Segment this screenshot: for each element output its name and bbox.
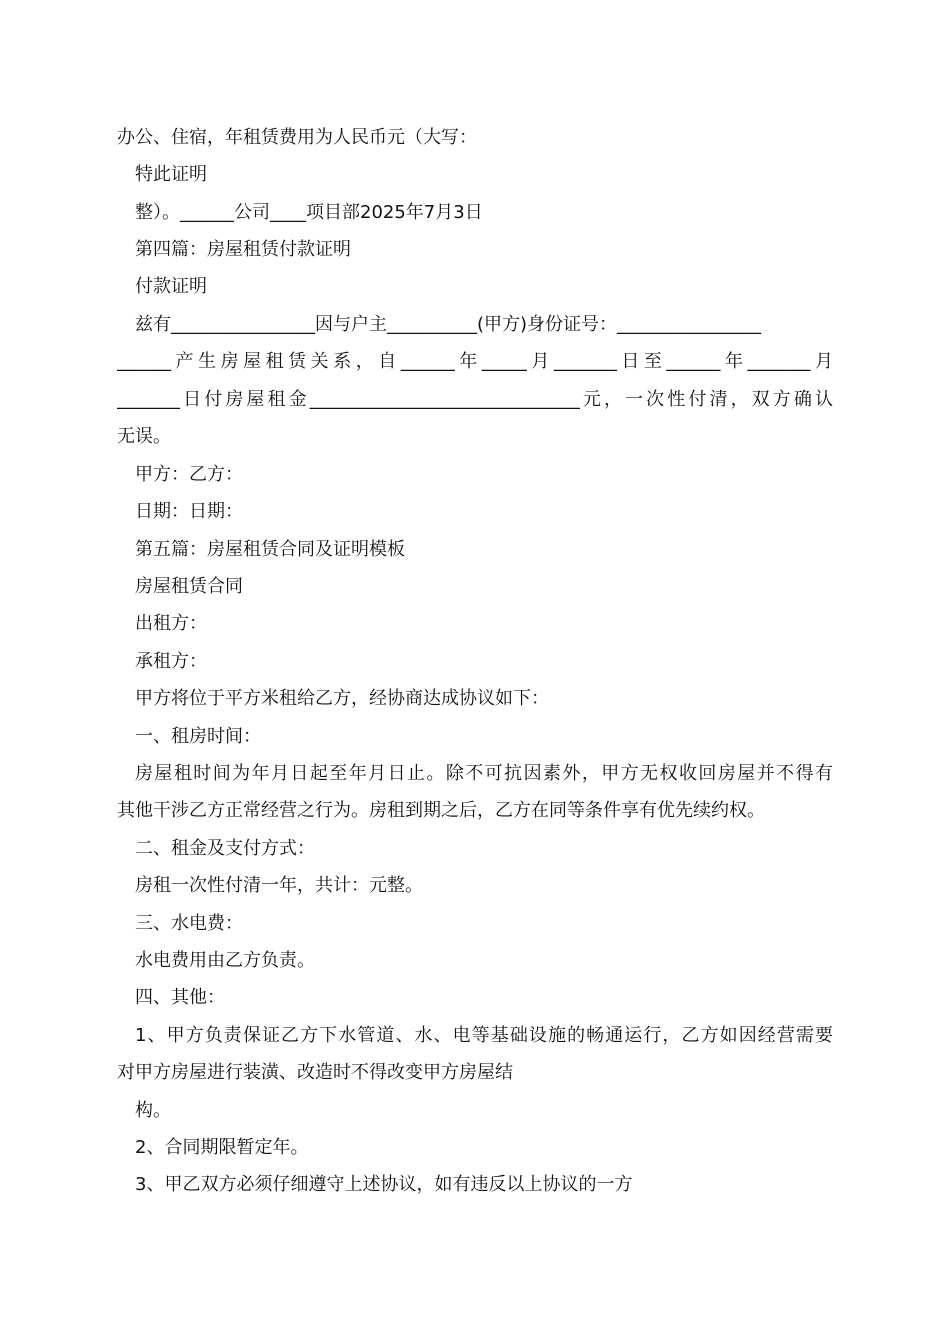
paragraph-line: 其他干涉乙方正常经营之行为。房租到期之后，乙方在同等条件享有优先续约权。: [117, 800, 765, 821]
paragraph-line: 二、租金及支付方式：: [135, 838, 315, 859]
paragraph-line: 一、租房时间：: [135, 726, 261, 747]
paragraph-line: 构。: [135, 1100, 171, 1121]
paragraph-line: 房屋租赁合同: [135, 576, 243, 597]
paragraph-line: _______日付房屋租金______________________________元，一次性付清，双方确认: [117, 389, 833, 410]
paragraph-line: 特此证明: [135, 164, 207, 185]
paragraph-line: 出租方：: [135, 613, 207, 634]
paragraph-line: 无误。: [117, 426, 171, 447]
paragraph-line: 兹有________________因与户主__________(甲方)身份证号：________________: [135, 314, 762, 335]
paragraph-line: 水电费用由乙方负责。: [135, 950, 315, 971]
paragraph-line: 三、水电费：: [135, 913, 243, 934]
paragraph-line: 2、合同期限暂定年。: [135, 1137, 309, 1158]
paragraph-line: 3、甲乙双方必须仔细遵守上述协议，如有违反以上协议的一方: [135, 1174, 633, 1195]
paragraph-line: 甲方：乙方：: [135, 464, 243, 485]
paragraph-line: 承租方：: [135, 651, 207, 672]
paragraph-line: 1、甲方负责保证乙方下水管道、水、电等基础设施的畅通运行，乙方如因经营需要: [135, 1025, 833, 1046]
paragraph-line: 甲方将位于平方米租给乙方，经协商达成协议如下：: [135, 688, 549, 709]
paragraph-line: ______产生房屋租赁关系，自______年_____月_______日至______年_______月: [117, 351, 833, 372]
paragraph-line: 房屋租时间为年月日起至年月日止。除不可抗因素外，甲方无权收回房屋并不得有: [135, 763, 833, 784]
paragraph-line: 付款证明: [135, 276, 207, 297]
paragraph-line: 办公、住宿，年租赁费用为人民币元（大写：: [117, 127, 477, 148]
paragraph-line: 对甲方房屋进行装潢、改造时不得改变甲方房屋结: [117, 1062, 513, 1083]
paragraph-line: 房租一次性付清一年，共计：元整。: [135, 875, 423, 896]
paragraph-line: 四、其他：: [135, 987, 225, 1008]
paragraph-line: 日期：日期：: [135, 501, 243, 522]
section-heading: 第四篇：房屋租赁付款证明: [135, 239, 351, 260]
paragraph-line: 整）。______公司____项目部2025年7月3日: [135, 202, 483, 223]
section-heading: 第五篇：房屋租赁合同及证明模板: [135, 539, 405, 560]
